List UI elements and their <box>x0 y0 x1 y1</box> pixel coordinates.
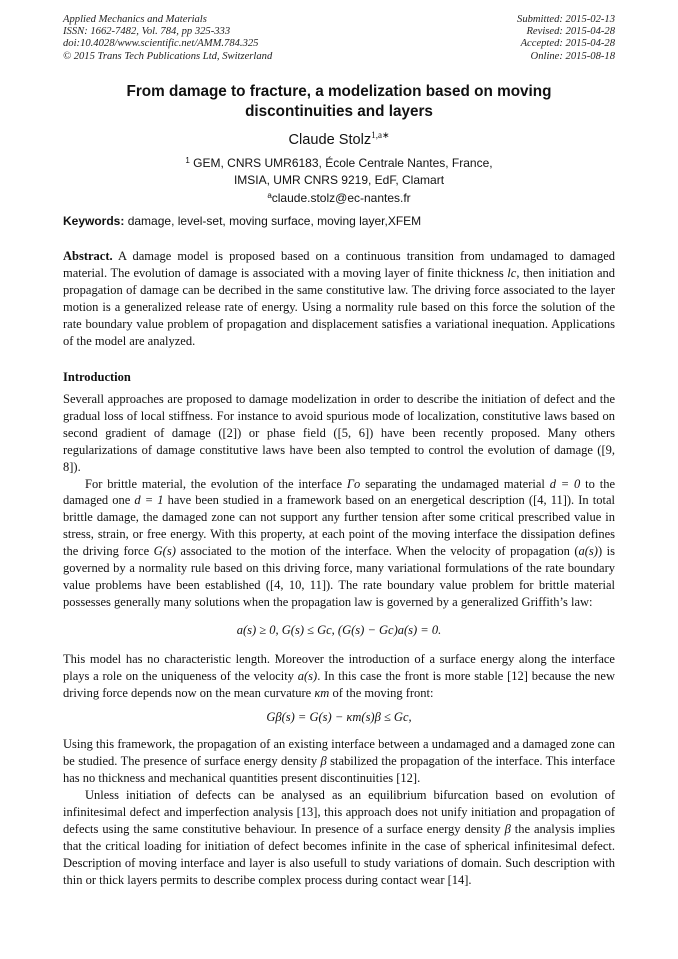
keywords <box>63 214 615 229</box>
symbol-as-2: a(s) <box>297 668 318 683</box>
submitted-date: Submitted: 2015-02-13 <box>517 14 615 25</box>
symbol-kappa-m: κm <box>314 685 330 700</box>
intro-paragraph-4: Using this framework, the propagation of an existing interface between a undamaged and a damaged zone can be studied. The presence of surface energy density β stabilized the propagation of the interface. This interface has no thickness and mechanical quantities present discontinuities [12]. <box>63 737 615 786</box>
author-sup: 1,a∗ <box>371 130 390 140</box>
affiliation <box>63 153 615 207</box>
abstract-symbol-lc: lc <box>507 265 517 280</box>
author-email[interactable]: claude.stolz@ec-nantes.fr <box>271 191 411 205</box>
equation-griffith-law: a(s) ≥ 0, G(s) ≤ Gc, (G(s) − Gc)a(s) = 0. <box>236 622 442 637</box>
introduction-body <box>63 391 615 888</box>
title-line-1: From damage to fracture, a modelization based on moving <box>126 83 552 100</box>
affiliation-sup: 1 <box>185 156 190 165</box>
title-line-2: discontinuities and layers <box>245 103 433 120</box>
abstract-text-a: A damage model is proposed based on a continuous transition from undamaged to damaged material. The evolution of damage is associated with a moving layer of finite thickness <box>63 249 615 280</box>
equation-driving-force: Gβ(s) = G(s) − κm(s)β ≤ Gc, <box>266 710 412 725</box>
keywords-label: Keywords: <box>63 214 125 228</box>
author <box>63 126 615 149</box>
affiliation-line-2: IMSIA, UMR CNRS 9219, EdF, Clamart <box>233 172 445 187</box>
section-heading-introduction: Introduction <box>63 370 131 384</box>
symbol-beta: β <box>320 754 327 769</box>
keywords-text: damage, level-set, moving surface, moving layer,XFEM <box>127 214 422 228</box>
accepted-date: Accepted: 2015-04-28 <box>520 38 615 50</box>
symbol-gamma-o: Γo <box>346 476 361 491</box>
intro-paragraph-5: Unless initiation of defects can be analysed as an equilibrium bifurcation based on evolution of infinitesimal defect and imperfection analysis [13], this approach does not unify initiation and propagation of defects using the same constitutive behaviour. In presence of a surface energy density β the analysis implies that the critical loading for initiation of defect becomes infinite in the case of spherical infinitesimal defect. Description of moving interface and layer is also usefull to study variations of domain. Such description with thin or thick layers permits to describe complex process during contact wear [14]. <box>63 788 615 887</box>
issn: ISSN: 1662-7482, Vol. 784, pp 325-333 <box>63 26 231 38</box>
symbol-beta-2: β <box>504 821 511 836</box>
abstract-label: Abstract. <box>63 249 113 263</box>
affiliation-line-1: GEM, CNRS UMR6183, École Centrale Nantes, France, <box>193 156 493 170</box>
symbol-as: a(s) <box>578 544 598 559</box>
copyright: © 2015 Trans Tech Publications Ltd, Switzerland <box>63 50 273 62</box>
symbol-d1: d = 1 <box>134 493 164 508</box>
online-date: Online: 2015-08-18 <box>530 50 615 62</box>
symbol-d0: d = 0 <box>549 476 581 491</box>
revised-date: Revised: 2015-04-28 <box>526 26 615 38</box>
intro-paragraph-2: For brittle material, the evolution of the interface Γo separating the undamaged material d = 0 to the damaged one d = 1 have been studied in a framework based on an energetical description ([4, 11]). In total brittle damage, the damaged zone can not support any further tension after some critical prescribed value in stress, strain, or free energy. With this property, at each point of the moving interface the dissipation defines the driving force G(s) associated to the motion of the interface. When the velocity of propagation (a(s)) is governed by a normality rule based on this driving force, many variational formulations of the rate boundary value problems have been established ([4, 10, 11]). The rate boundary value problem for brittle material possesses generally many solutions when the propagation law is governed by a generalized Griffith’s law: <box>63 476 615 609</box>
paper-title <box>63 82 615 122</box>
journal-name: Applied Mechanics and Materials <box>63 14 207 25</box>
intro-paragraph-1: Severall approaches are proposed to damage modelization in order to describe the initiation of defect and the gradual loss of local stiffness. For instance to avoid spurious mode of localization, constitutive laws based on second gradient of damage ([2]) or phase field ([5, 6]) have been recently proposed. Many others regularizations of damage constitutive laws have been also tempted to control the evolution of damage ([9, 8]). <box>63 392 615 474</box>
abstract-text-b: , then initiation and propagation of damage can be decribed in the same constitutive law. The driving force associated to the layer motion is a generalized release rate of energy. Using a normality rule based on this force the solution of the rate boundary value problem of propagation and displacement satisfies a variational inequation. Applications of the model are analyzed. <box>63 265 615 348</box>
abstract <box>63 248 615 349</box>
journal-header-right <box>517 14 615 63</box>
journal-header-left <box>63 14 272 63</box>
symbol-Gs: G(s) <box>153 544 176 559</box>
doi[interactable]: doi:10.4028/www.scientific.net/AMM.784.325 <box>63 38 259 50</box>
email-sup: a <box>267 191 272 200</box>
author-name: Claude Stolz <box>288 132 372 148</box>
intro-paragraph-3: This model has no characteristic length. Moreover the introduction of a surface energy along the interface plays a role on the uniqueness of the velocity a(s). In this case the front is more stable [12] because the new driving force depends now on the mean curvature κm of the moving front: <box>63 651 615 700</box>
